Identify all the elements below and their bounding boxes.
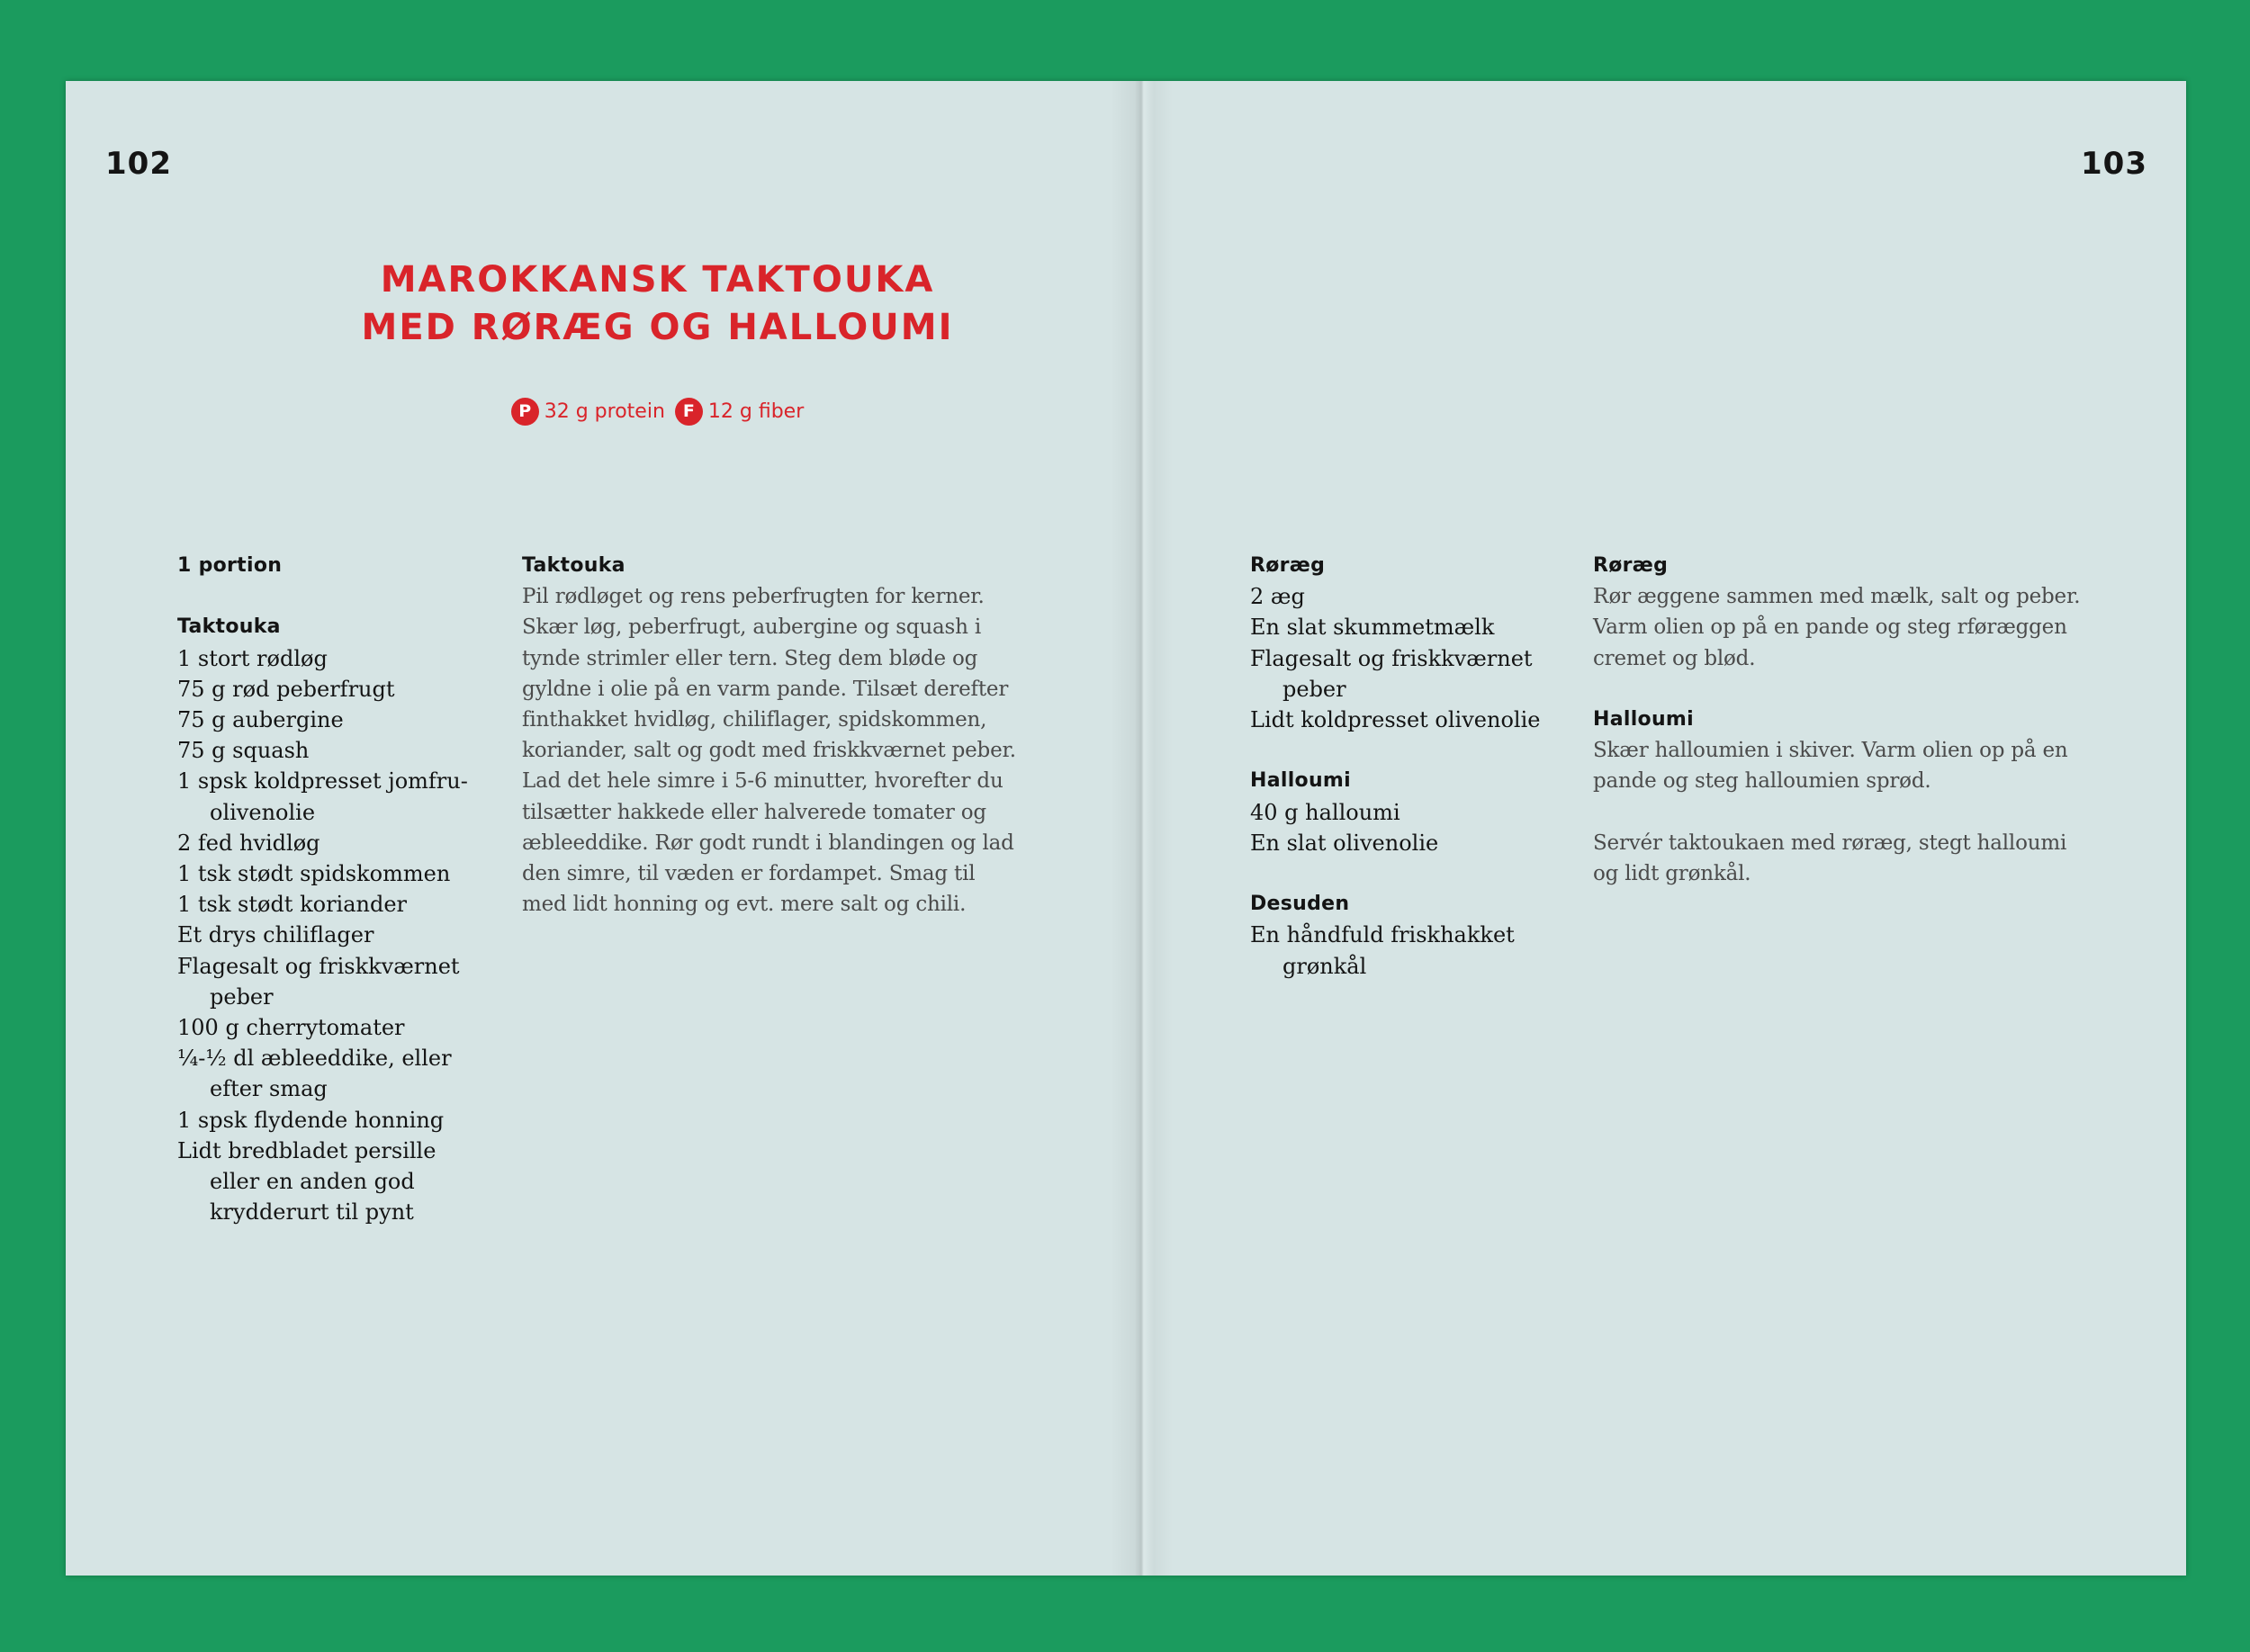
ingredient-item: En slat olivenolie bbox=[1250, 830, 1439, 856]
ingredient-item: 1 tsk stødt koriander bbox=[177, 892, 408, 918]
portion-label: 1 portion bbox=[177, 554, 283, 577]
recipe-title-line-2: MED RØRÆG OG HALLOUMI bbox=[361, 307, 954, 348]
fiber-info bbox=[675, 397, 804, 427]
ingredients-heading-roraeg: Røræg bbox=[1250, 554, 1326, 577]
method-heading-halloumi: Halloumi bbox=[1593, 708, 1694, 731]
page-number-right: 103 bbox=[2081, 146, 2147, 182]
ingredient-item: 75 g aubergine bbox=[177, 707, 344, 732]
ingredient-item: 40 g halloumi bbox=[1250, 799, 1400, 825]
fiber-badge-icon: F bbox=[675, 398, 703, 426]
ingredient-item: Lidt bredbladet persille eller en anden god krydderurt til pynt bbox=[177, 1137, 436, 1226]
ingredients-heading-desuden: Desuden bbox=[1250, 893, 1350, 916]
page-number-left: 102 bbox=[105, 146, 172, 182]
method-right-column bbox=[1593, 551, 2097, 889]
book-gutter bbox=[1110, 81, 1173, 1576]
ingredient-item: Lidt koldpresset olivenolie bbox=[1250, 707, 1541, 733]
ingredient-item: En håndfuld friskhakket grønkål bbox=[1250, 922, 1515, 979]
ingredient-item: 75 g squash bbox=[177, 738, 310, 764]
fiber-text: 12 g fiber bbox=[707, 400, 805, 423]
method-text-halloumi: Skær halloumien i skiver. Varm olien op på en pande og steg halloumien sprød. bbox=[1593, 739, 2068, 794]
ingredient-item: 2 fed hvidløg bbox=[177, 830, 320, 856]
ingredients-heading-taktouka: Taktouka bbox=[177, 615, 281, 639]
protein-text: 32 g protein bbox=[544, 400, 665, 423]
ingredient-item: 1 spsk koldpresset jomfru-olivenolie bbox=[177, 768, 468, 825]
method-heading-taktouka: Taktouka bbox=[522, 554, 626, 577]
ingredient-item: 2 æg bbox=[1250, 584, 1305, 610]
method-text-roraeg: Rør æggene sammen med mælk, salt og peber. Varm olien op på en pande og steg rføræggen cremet og blød. bbox=[1593, 585, 2081, 670]
method-text-taktouka: Pil rødløget og rens peberfrugten for kerner. Skær løg, peberfrugt, aubergine og squash i tynde strimler eller tern. Steg dem bløde og gyldne i olie på en varm pande. Tilsæt derefter finthakket hvidløg, chiliflager, spidskommen, koriander, salt og godt med friskkværnet peber. Lad det hele simre i 5-6 minutter, hvorefter du tilsætter hakkede eller halverede tomater og æbleeddike. Rør godt rundt i blandingen og lad den simre, til væden er fordampet. Smag til med lidt honning og evt. mere salt og chili. bbox=[522, 585, 1016, 917]
book-spread bbox=[66, 81, 2186, 1576]
ingredient-item: Flagesalt og friskkværnet peber bbox=[177, 953, 460, 1010]
ingredient-item: 75 g rød peberfrugt bbox=[177, 676, 395, 702]
ingredients-right-column bbox=[1250, 551, 1574, 982]
ingredient-item: Flagesalt og friskkværnet peber bbox=[1250, 645, 1533, 702]
ingredient-item: ¼-½ dl æbleeddike, eller efter smag bbox=[177, 1046, 452, 1102]
method-left-column bbox=[522, 551, 1026, 920]
nutrition-info bbox=[210, 396, 1105, 427]
method-text-serve: Servér taktoukaen med røræg, stegt halloumi og lidt grønkål. bbox=[1593, 830, 2067, 885]
ingredient-item: 100 g cherrytomater bbox=[177, 1015, 405, 1041]
protein-badge-icon: P bbox=[511, 398, 539, 426]
ingredient-item: 1 spsk flydende honning bbox=[177, 1107, 445, 1133]
ingredients-left-column bbox=[177, 551, 474, 1227]
ingredient-item: Et drys chiliflager bbox=[177, 922, 374, 948]
ingredient-item: En slat skummetmælk bbox=[1250, 615, 1495, 641]
ingredients-heading-halloumi: Halloumi bbox=[1250, 769, 1351, 793]
protein-info bbox=[511, 397, 665, 427]
recipe-title-line-1: MAROKKANSK TAKTOUKA bbox=[380, 259, 935, 301]
ingredient-item: 1 tsk stødt spidskommen bbox=[177, 861, 451, 887]
recipe-title bbox=[210, 256, 1105, 352]
ingredient-item: 1 stort rødløg bbox=[177, 645, 328, 671]
method-heading-roraeg: Røræg bbox=[1593, 554, 1669, 577]
